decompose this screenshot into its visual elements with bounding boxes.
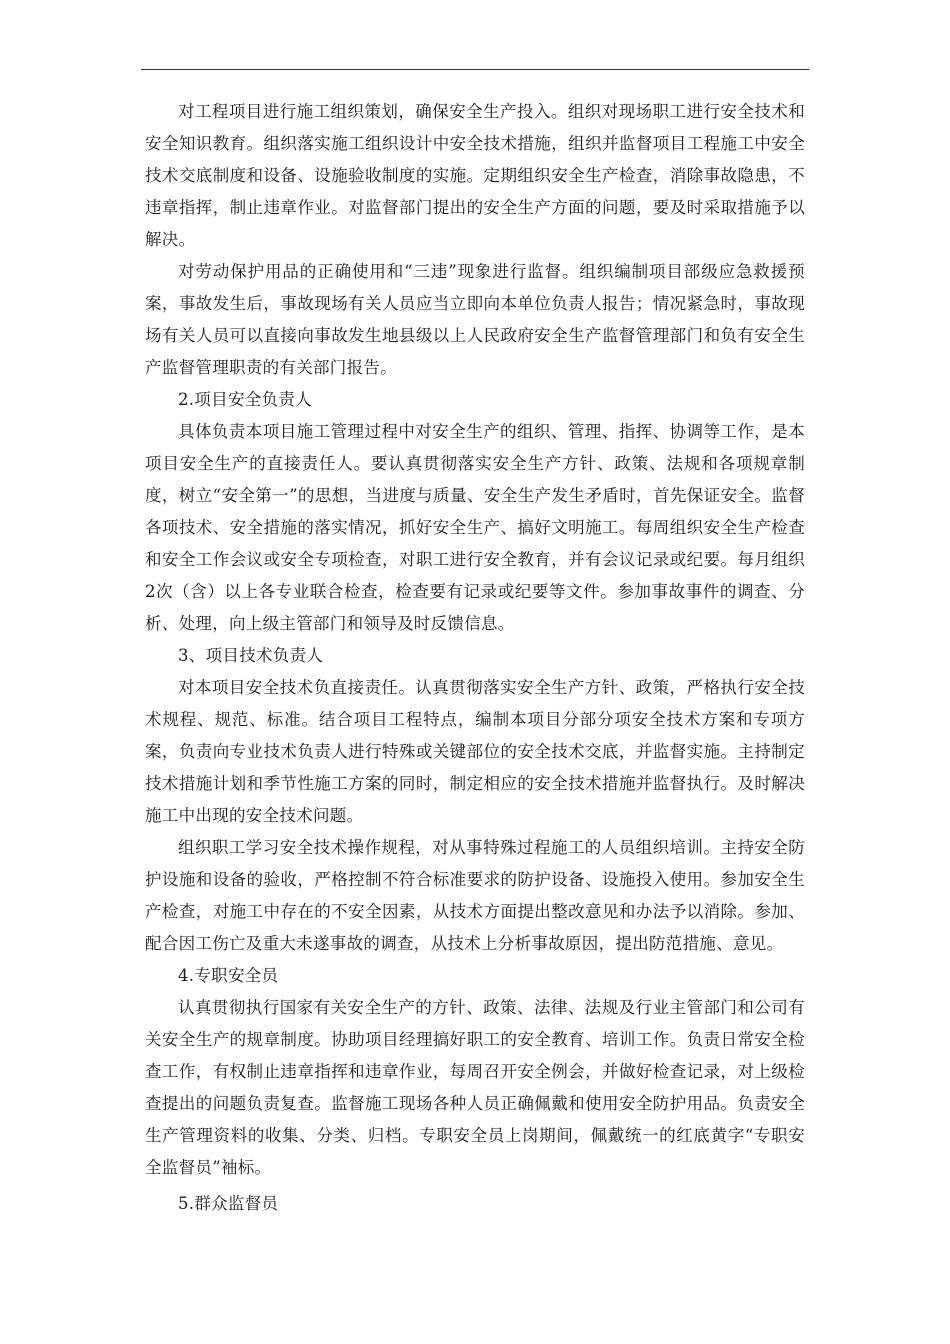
paragraph-safety-lead-duties: 具体负责本项目施工管理过程中对安全生产的组织、管理、指挥、协调等工作，是本项目安全生产的直接责任人。要认真贯彻落实安全生产方针、政策、法规和各项规章制度，树立“安全第一”的思想，当进度与质量、安全生产发生矛盾时，首先保证安全。监督各项技术、安全措施的落实情况，抓好安全生产、搞好文明施工。每周组织安全生产检查和安全工作会议或安全专项检查，对职工进行安全教育，并有会议记录或纪要。每月组织2次（含）以上各专业联合检查，检查要有记录或纪要等文件。参加事故事件的调查、分析、处理，向上级主管部门和领导及时反馈信息。 bbox=[145, 422, 805, 633]
paragraph-technical-lead-duties: 对本项目安全技术负直接责任。认真贯彻落实安全生产方针、政策，严格执行安全技术规程、规范、标准。结合项目工程特点，编制本项目分部分项安全技术方案和专项方案，负责向专业技术负责人进行特殊或关键部位的安全技术交底，并监督实施。主持制定技术措施计划和季节性施工方案的同时，制定相应的安全技术措施并监督执行。及时解决施工中出现的安全技术问题。 bbox=[145, 678, 805, 825]
heading-safety-officer: 4.专职安全员 bbox=[178, 966, 279, 985]
heading-technical-lead: 3、项目技术负责人 bbox=[178, 646, 324, 665]
heading-public-supervisor: 5.群众监督员 bbox=[178, 1194, 279, 1213]
paragraph-safety-officer-duties: 认真贯彻执行国家有关安全生产的方针、政策、法律、法规及行业主管部门和公司有关安全生产的规章制度。协助项目经理搞好职工的安全教育、培训工作。负责日常安全检查工作，有权制止违章指挥和违章作业，每周召开安全例会，并做好检查记录，对上级检查提出的问题负责复查。监督施工现场各种人员正确佩戴和使用安全防护用品。负责安全生产管理资料的收集、分类、归档。专职安全员上岗期间，佩戴统一的红底黄字“专职安全监督员”袖标。 bbox=[145, 998, 805, 1177]
paragraph-technical-training: 组织职工学习安全技术操作规程，对从事特殊过程施工的人员组织培训。主持安全防护设施和设备的验收，严格控制不符合标准要求的防护设备、设施投入使用。参加安全生产检查，对施工中存在的不安全因素，从技术方面提出整改意见和办法予以消除。参加、配合因工伤亡及重大未遂事故的调查，从技术上分析事故原因，提出防范措施、意见。 bbox=[145, 838, 805, 953]
paragraph-project-manager-duties: 对工程项目进行施工组织策划，确保安全生产投入。组织对现场职工进行安全技术和安全知识教育。组织落实施工组织设计中安全技术措施，组织并监督项目工程施工中安全技术交底制度和设备、设施验收制度的实施。定期组织安全生产检查，消除事故隐患，不违章指挥，制止违章作业。对监督部门提出的安全生产方面的问题，要及时采取措施予以解决。 bbox=[145, 102, 805, 249]
paragraph-protective-equipment: 对劳动保护用品的正确使用和“三违”现象进行监督。组织编制项目部级应急救援预案，事故发生后，事故现场有关人员应当立即向本单位负责人报告；情况紧急时，事故现场有关人员可以直接向事故发生地县级以上人民政府安全生产监督管理部门和负有安全生产监督管理职责的有关部门报告。 bbox=[145, 262, 805, 377]
heading-project-safety-lead: 2.项目安全负责人 bbox=[178, 390, 312, 409]
header-rule bbox=[141, 69, 809, 70]
document-body bbox=[145, 96, 805, 1220]
